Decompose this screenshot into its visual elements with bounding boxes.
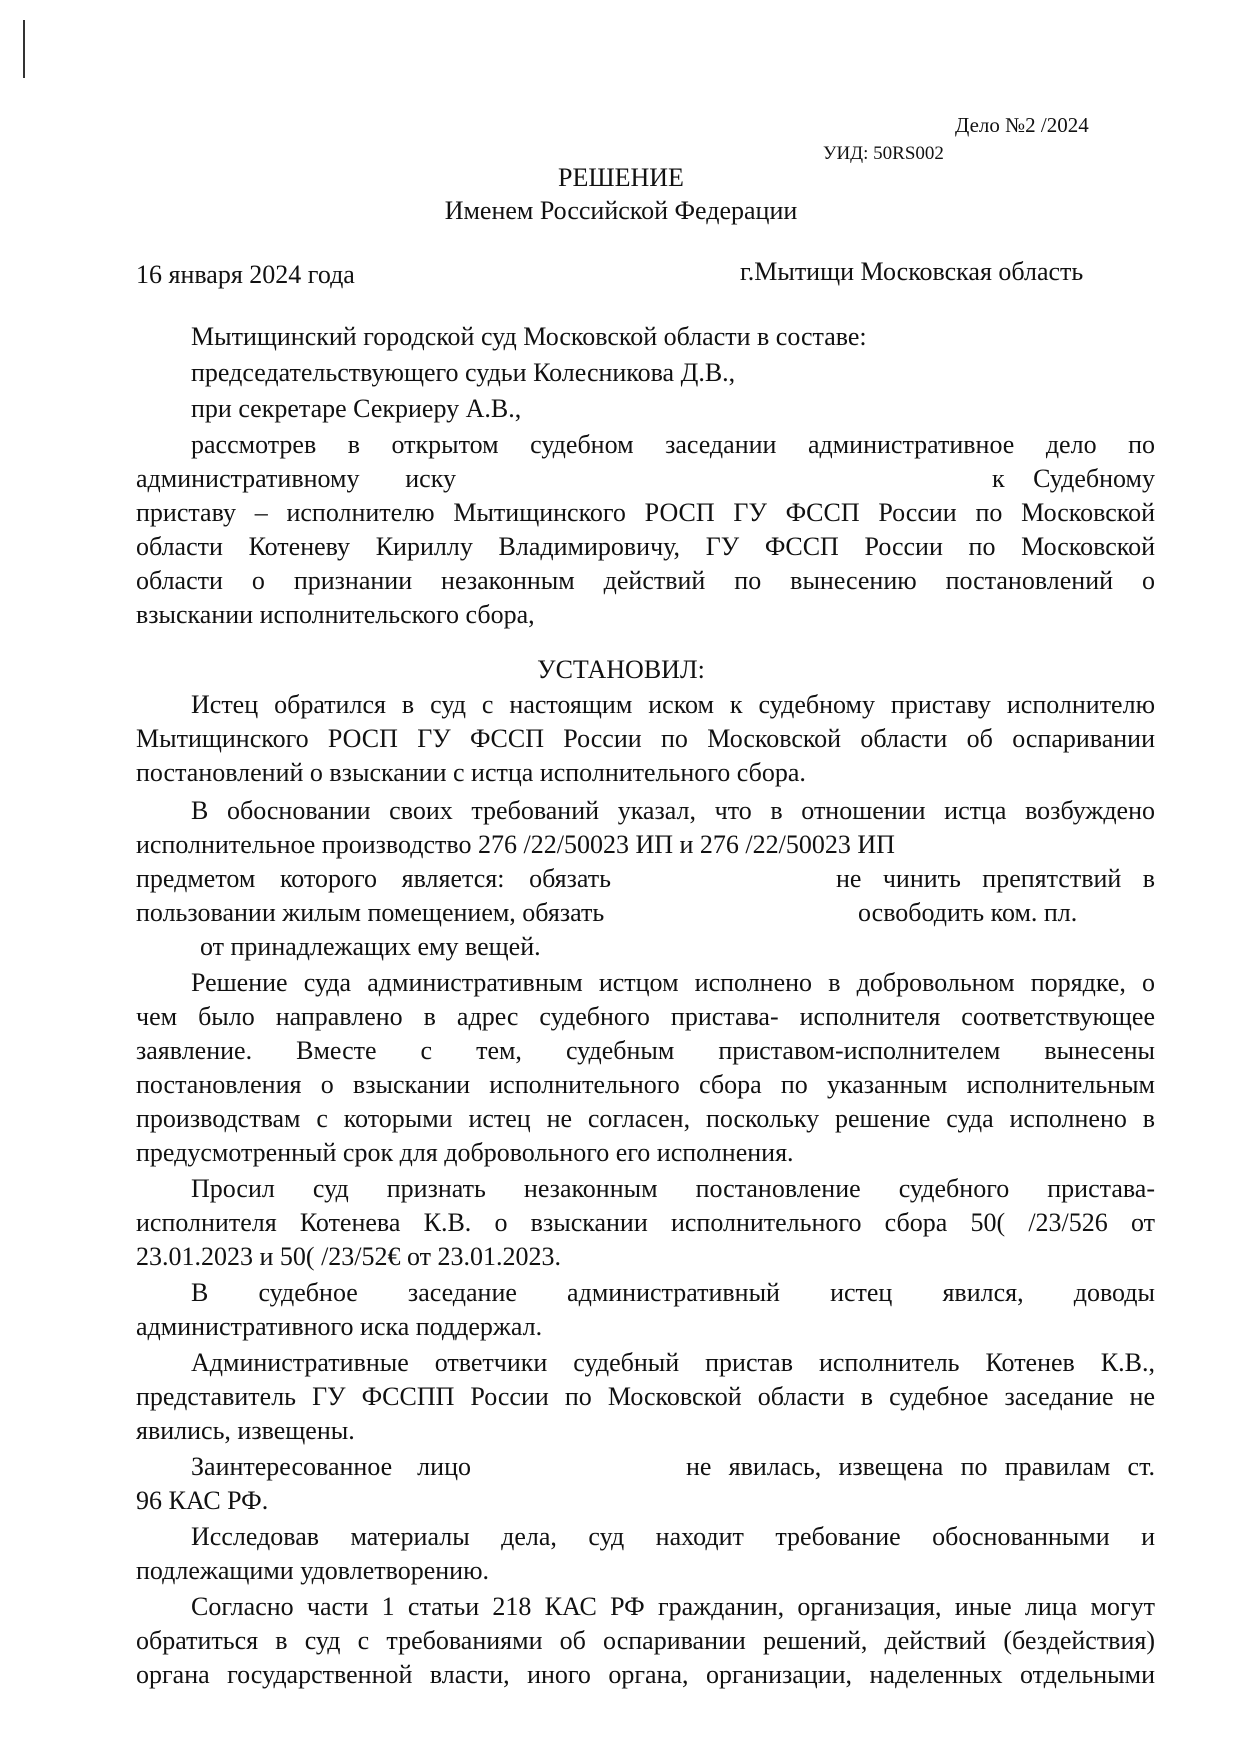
intro-line-2: председательствующего судьи Колесникова Д.В., (191, 358, 736, 387)
intro-line-3: при секретаре Секриеру А.В., (191, 394, 522, 423)
body-line-2: Мытищинского РОСП ГУ ФССП России по Московской области об оспаривании (136, 724, 1155, 753)
body-line-15: Просил суд признать незаконным постановление судебного пристава- (191, 1174, 1155, 1203)
body-line-6a: предметом которого является: обязать (136, 864, 611, 893)
body-line-9: Решение суда административным истцом исполнено в добровольном порядке, о (191, 968, 1155, 997)
body-line-18: В судебное заседание административный истец явился, доводы (191, 1278, 1155, 1307)
opening-line-2b: к Судебному (992, 464, 1155, 493)
body-line-25: Исследовав материалы дела, суд находит требование обоснованными и (191, 1522, 1155, 1551)
uid-number: УИД: 50RS002 (823, 143, 944, 164)
opening-line-6: взыскании исполнительского сбора, (136, 600, 535, 629)
body-line-7b: освободить ком. пл. (858, 898, 1078, 927)
body-line-24: 96 КАС РФ. (136, 1486, 269, 1515)
body-line-3: постановлений о взыскании с истца исполнительного сбора. (136, 758, 806, 787)
document-title: РЕШЕНИЕ (558, 163, 684, 192)
decision-place: г.Мытищи Московская область (740, 257, 1084, 286)
opening-line-2a: административному иску (136, 464, 456, 493)
opening-line-4: области Котеневу Кириллу Владимировичу, ГУ ФССП России по Московской (136, 532, 1155, 561)
body-line-17: 23.01.2023 и 50( /23/52€ от 23.01.2023. (136, 1242, 562, 1271)
decision-date: 16 января 2024 года (136, 260, 355, 289)
body-line-1: Истец обратился в суд с настоящим иском к судебному приставу исполнителю (191, 690, 1155, 719)
body-line-20: Административные ответчики судебный пристав исполнитель Котенев К.В., (191, 1348, 1155, 1377)
body-line-10: чем было направлено в адрес судебного пристава- исполнителя соответствующее (136, 1002, 1155, 1031)
section-heading: УСТАНОВИЛ: (537, 655, 705, 684)
body-line-11: заявление. Вместе с тем, судебным приставом-исполнителем вынесены (136, 1036, 1155, 1065)
body-line-14: предусмотренный срок для добровольного его исполнения. (136, 1138, 794, 1167)
body-line-23b: не явилась, извещена по правилам ст. (686, 1452, 1155, 1481)
margin-mark (23, 20, 25, 78)
body-line-7a: пользовании жилым помещением, обязать (136, 898, 605, 927)
intro-line-1: Мытищинский городской суд Московской области в составе: (191, 322, 867, 351)
body-line-23a: Заинтересованное лицо (191, 1452, 471, 1481)
body-line-28: обратиться в суд с требованиями об оспаривании решений, действий (бездействия) (136, 1626, 1155, 1655)
body-line-22: явились, извещены. (136, 1416, 355, 1445)
body-line-16: исполнителя Котенева К.В. о взыскании исполнительного сбора 50( /23/526 от (136, 1208, 1155, 1237)
body-line-26: подлежащими удовлетворению. (136, 1556, 490, 1585)
body-line-13: производствам с которыми истец не согласен, поскольку решение суда исполнено в (136, 1104, 1155, 1133)
opening-line-3: приставу – исполнителю Мытищинского РОСП ГУ ФССП России по Московской (136, 498, 1155, 527)
body-line-4: В обосновании своих требований указал, что в отношении истца возбуждено (191, 796, 1155, 825)
body-line-27: Согласно части 1 статьи 218 КАС РФ гражданин, организация, иные лица могут (191, 1592, 1155, 1621)
opening-line-5: области о признании незаконным действий по вынесению постановлений о (136, 566, 1155, 595)
document-subtitle: Именем Российской Федерации (444, 196, 798, 225)
body-line-5: исполнительное производство 276 /22/50023 ИП и 276 /22/50023 ИП (136, 830, 895, 859)
case-number: Дело №2 /2024 (955, 113, 1089, 137)
body-line-19: административного иска поддержал. (136, 1312, 543, 1341)
body-line-21: представитель ГУ ФССПП России по Московской области в судебное заседание не (136, 1382, 1155, 1411)
opening-line-1: рассмотрев в открытом судебном заседании административное дело по (191, 430, 1155, 459)
body-line-6b: не чинить препятствий в (836, 864, 1155, 893)
body-line-12: постановления о взыскании исполнительного сбора по указанным исполнительным (136, 1070, 1155, 1099)
body-line-29: органа государственной власти, иного органа, организации, наделенных отдельными (136, 1660, 1155, 1689)
body-line-8: от принадлежащих ему вещей. (200, 932, 541, 961)
